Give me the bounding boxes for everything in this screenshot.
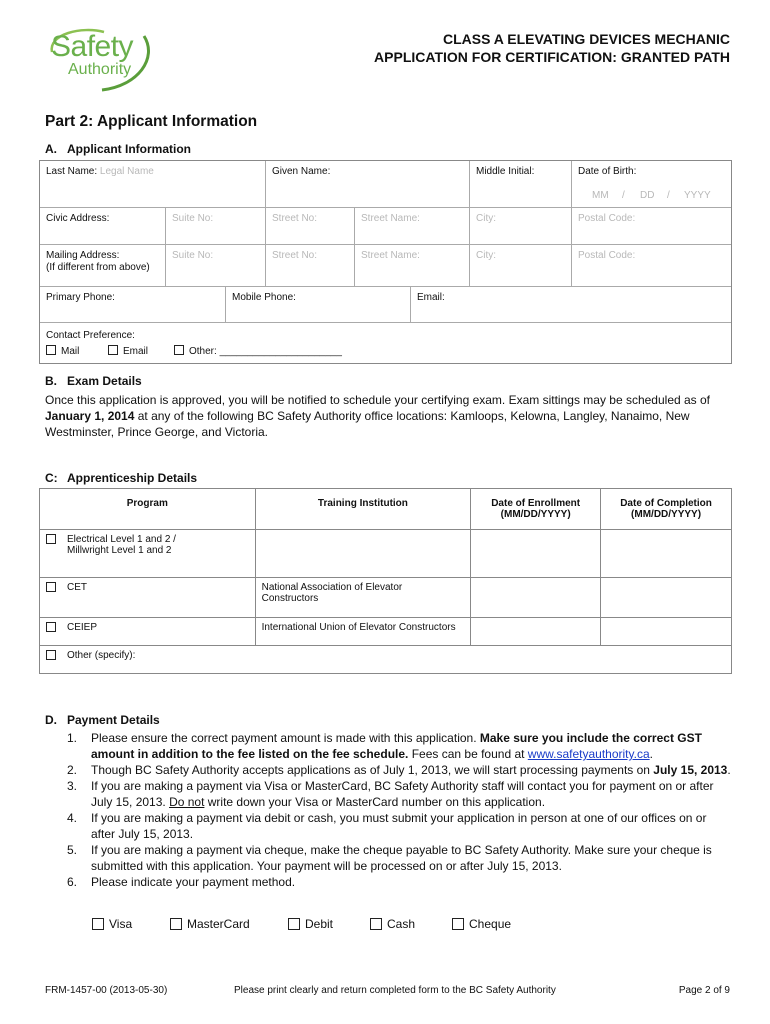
exam-details-text: Once this application is approved, you will be notified to schedule your certifying exam. Exam sittings may be scheduled as of January 1, 2014 at any of the following BC Safety Authority office locations: Kamloops, Kelowna, Langley, Nanaimo, New Westminster, Prince George, and Victoria. <box>45 393 711 439</box>
payment-debit-checkbox[interactable]: Debit <box>288 917 333 931</box>
completion-date-cell[interactable] <box>601 530 732 578</box>
table-row <box>40 618 732 646</box>
mailing-suite-input[interactable]: Suite No: <box>165 245 265 286</box>
table-row <box>40 578 732 618</box>
safety-authority-logo <box>42 24 162 96</box>
safetyauthority-link[interactable]: www.safetyauthority.ca <box>527 747 650 761</box>
header-program: Program <box>40 489 256 530</box>
institution-cell[interactable]: International Union of Elevator Constructors <box>255 618 471 646</box>
completion-date-cell[interactable] <box>601 578 732 618</box>
checkbox-icon <box>170 918 182 930</box>
primary-phone-field[interactable]: Primary Phone: <box>46 292 115 303</box>
checkbox-icon <box>92 918 104 930</box>
contact-email-checkbox[interactable]: Email <box>108 344 148 360</box>
name-row <box>40 161 731 208</box>
part-title: Part 2: Applicant Information <box>45 113 258 130</box>
checkbox-icon <box>370 918 382 930</box>
title-line-2: APPLICATION FOR CERTIFICATION: GRANTED PATH <box>374 49 730 65</box>
checkbox-icon <box>46 622 56 632</box>
civic-street-no-input[interactable]: Street No: <box>265 208 354 244</box>
given-name-field[interactable]: Given Name: <box>265 161 469 207</box>
civic-street-name-input[interactable]: Street Name: <box>354 208 469 244</box>
dob-day: DD <box>640 190 655 201</box>
table-row <box>40 530 732 578</box>
mobile-phone-field[interactable]: Mobile Phone: <box>225 287 410 322</box>
institution-cell[interactable]: National Association of Elevator Constructors <box>255 578 471 618</box>
date-of-birth-field[interactable]: Date of Birth: MM / DD / YYYY <box>571 161 733 207</box>
section-c-title: C: Apprenticeship Details <box>45 471 198 485</box>
enrollment-date-cell[interactable] <box>471 578 601 618</box>
list-item: 2. Though BC Safety Authority accepts applications as of July 1, 2013, we will start processing payments on July 15, 2013. <box>67 763 731 777</box>
applicant-info-grid <box>39 160 732 364</box>
last-name-placeholder: Legal Name <box>99 166 154 177</box>
apprenticeship-table <box>39 488 732 674</box>
checkbox-icon <box>46 534 56 544</box>
table-row <box>40 646 732 674</box>
payment-cheque-checkbox[interactable]: Cheque <box>452 917 511 931</box>
header-institution: Training Institution <box>255 489 471 530</box>
section-d-title: D. Payment Details <box>45 713 160 727</box>
mailing-city-input[interactable]: City: <box>469 245 571 286</box>
mailing-address-label: Mailing Address: (If different from above) <box>46 250 150 273</box>
checkbox-icon <box>452 918 464 930</box>
last-name-field[interactable]: Last Name: Legal Name <box>46 166 154 177</box>
dob-month: MM <box>592 190 609 201</box>
middle-initial-field[interactable]: Middle Initial: <box>469 161 571 207</box>
mailing-address-row <box>40 245 731 287</box>
section-b-title: B. Exam Details <box>45 374 142 388</box>
payment-visa-checkbox[interactable]: Visa <box>92 917 132 931</box>
footer-instruction: Please print clearly and return completed form to the BC Safety Authority <box>234 985 556 996</box>
civic-address-row <box>40 208 731 245</box>
enrollment-date-cell[interactable] <box>471 530 601 578</box>
checkbox-icon <box>288 918 300 930</box>
list-item: 3. If you are making a payment via Visa or MasterCard, BC Safety Authority staff will contact you for payment on or after July 15, 2013. Do not write down your Visa or MasterCard number on this application. <box>67 779 714 809</box>
contact-preference-row <box>40 323 731 363</box>
checkbox-icon <box>46 345 56 355</box>
mailing-postal-input[interactable]: Postal Code: <box>571 245 733 286</box>
list-item: 6. Please indicate your payment method. <box>67 875 296 889</box>
table-header-row <box>40 489 732 530</box>
program-cell[interactable]: Electrical Level 1 and 2 / Millwright Level 1 and 2 <box>40 530 256 578</box>
payment-mastercard-checkbox[interactable]: MasterCard <box>170 917 250 931</box>
civic-postal-input[interactable]: Postal Code: <box>571 208 733 244</box>
payment-cash-checkbox[interactable]: Cash <box>370 917 415 931</box>
mailing-street-no-input[interactable]: Street No: <box>265 245 354 286</box>
dob-sep-2: / <box>667 190 670 201</box>
payment-instructions-list <box>67 730 732 890</box>
header-completion: Date of Completion (MM/DD/YYYY) <box>601 489 732 530</box>
footer-form-number: FRM-1457-00 (2013-05-30) <box>45 985 168 996</box>
completion-date-cell[interactable] <box>601 618 732 646</box>
checkbox-icon <box>174 345 184 355</box>
checkbox-icon <box>46 650 56 660</box>
dob-sep-1: / <box>622 190 625 201</box>
header-enrollment: Date of Enrollment (MM/DD/YYYY) <box>471 489 601 530</box>
logo-word-authority: Authority <box>68 61 132 78</box>
list-item: 1. Please ensure the correct payment amount is made with this application. Make sure you include the correct GST amount in addition to the fee listed on the fee schedule. Fees can be found at www.safetyauthority.ca. <box>67 731 702 761</box>
civic-suite-input[interactable]: Suite No: <box>165 208 265 244</box>
contact-preference-field <box>40 323 733 363</box>
title-line-1: CLASS A ELEVATING DEVICES MECHANIC <box>442 31 730 47</box>
logo-word-safety: Safety <box>51 30 134 63</box>
civic-city-input[interactable]: City: <box>469 208 571 244</box>
contact-preference-label: Contact Preference: <box>46 330 135 341</box>
section-a-title: A. Applicant Information <box>45 142 191 156</box>
program-cell[interactable]: CET <box>40 578 256 618</box>
checkbox-icon <box>46 582 56 592</box>
document-title <box>374 30 730 66</box>
checkbox-icon <box>108 345 118 355</box>
civic-address-label: Civic Address: <box>46 213 110 224</box>
list-item: 4. If you are making a payment via debit or cash, you must submit your application in person at one of our offices on or after July 15, 2013. <box>67 811 707 841</box>
contact-other-checkbox[interactable]: Other: ______________________ <box>174 344 342 360</box>
list-item: 5. If you are making a payment via cheque, make the cheque payable to BC Safety Authority. Make sure your cheque is submitted with this application. Your payment will be processed on or after July 15, 2013. <box>67 843 712 873</box>
footer-page-number: Page 2 of 9 <box>678 985 730 996</box>
contact-mail-checkbox[interactable]: Mail <box>46 344 79 360</box>
program-other-cell[interactable]: Other (specify): <box>40 646 732 674</box>
program-cell[interactable]: CEIEP <box>40 618 256 646</box>
mailing-street-name-input[interactable]: Street Name: <box>354 245 469 286</box>
email-field[interactable]: Email: <box>410 287 733 322</box>
dob-year: YYYY <box>684 190 711 201</box>
phone-row <box>40 287 731 323</box>
institution-cell[interactable] <box>255 530 471 578</box>
enrollment-date-cell[interactable] <box>471 618 601 646</box>
